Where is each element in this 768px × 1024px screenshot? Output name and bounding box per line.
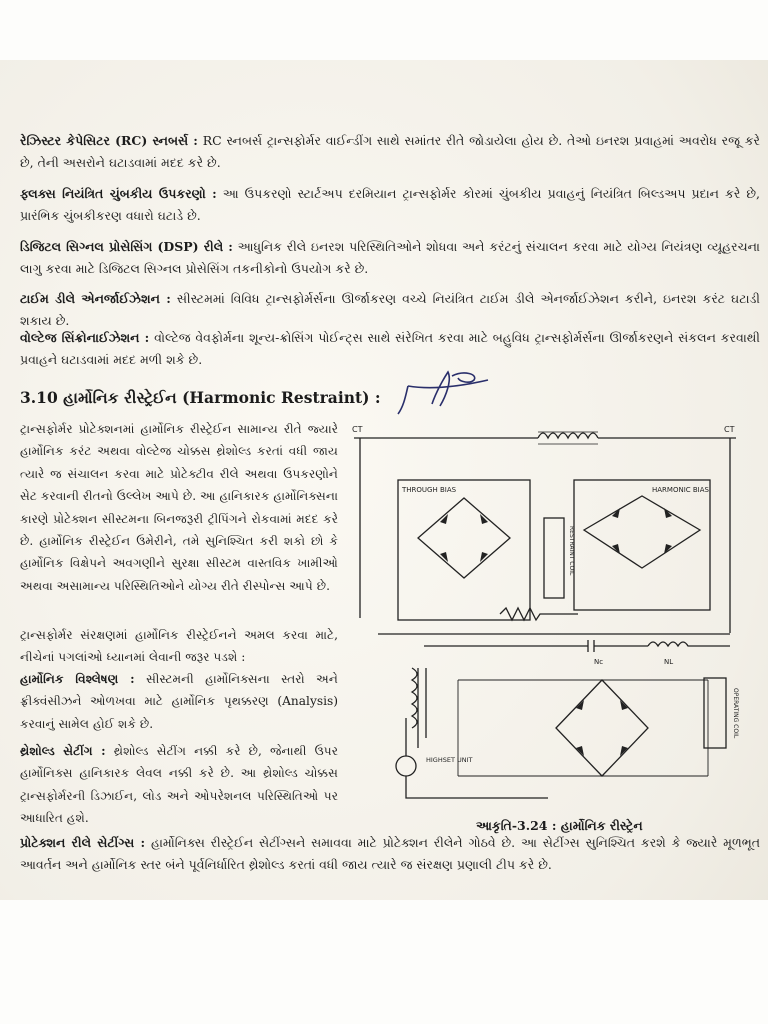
ct-right-label: CT <box>724 425 735 434</box>
body-flux-devices: આ ઉપકરણો સ્ટાર્ટઅપ દરમિયાન ટ્રાન્સફોર્મર કોરમાં ચુંબકીય પ્રવાહનું નિયંત્રિત બિલ્ડઅપ પ્રદાન કરે છે, પ્રારંભિક ચુંબકીકરણ વધારો ઘટાડે છે. <box>20 186 760 223</box>
page-bottom-margin <box>0 900 768 1024</box>
term-analysis: હાર્મોનિક વિશ્લેષણ : <box>20 672 135 686</box>
body-voltage-sync: વોલ્ટેજ વેવફોર્મના શૂન્ય-ક્રોસિંગ પોઈન્ટ્સ સાથે સંરેખિત કરવા માટે બહુવિધ ટ્રાન્સફોર્મર્સના ઊર્જાકરણને સંકલન કરવાથી પ્રવાહને ઘટાડવામાં મદદ મળી શકે છે. <box>20 330 760 367</box>
term-dsp-relays: ડિજિટલ સિગ્નલ પ્રોસેસિંગ (DSP) રીલે : <box>20 239 233 254</box>
nc-label: Nc <box>594 658 604 666</box>
threshold-paragraph <box>20 740 338 830</box>
analysis-paragraph <box>20 668 338 735</box>
paragraph-time-delay <box>20 288 760 332</box>
through-bias-label: THROUGH BIAS <box>402 486 457 494</box>
body-time-delay: સીસ્ટમમાં વિવિધ ટ્રાન્સફોર્મર્સના ઊર્જાકરણ વચ્ચે નિયંત્રિત ટાઈમ ડીલે એનર્જાઈઝેશન કરીને, ઇનરશ કરંટ ઘટાડી શકાય છે. <box>20 291 760 328</box>
harmonic-bias-label: HARMONIC BIAS <box>652 486 709 494</box>
harmonic-restraint-circuit-diagram <box>348 418 743 813</box>
term-time-delay: ટાઈમ ડીલે એનર્જાઈઝેશન : <box>20 291 171 306</box>
figure-caption: આકૃતિ-3.24 : હાર્મોનિક રીસ્ટ્રેન <box>476 818 643 833</box>
paragraph-rc-snubbers <box>20 130 760 174</box>
restraint-coil-label: RESTRAINT COIL <box>568 526 575 576</box>
term-voltage-sync: વોલ્ટેજ સિંક્રોનાઈઝેશન : <box>20 330 150 345</box>
body-dsp-relays: આધુનિક રીલે ઇનરશ પરિસ્થિતિઓને શોધવા અને કરંટનું સંચાલન કરવા માટે યોગ્ય નિયંત્રણ વ્યૂહરચના લાગુ કરવા માટે ડિજિટલ સિગ્નલ પ્રોસેસિંગ તકનીકોનો ઉપયોગ કરે છે. <box>20 239 760 276</box>
term-relay-settings: પ્રોટેક્શન રીલે સેટીંગ્સ : <box>20 835 146 850</box>
nl-label: NL <box>664 658 674 666</box>
page-top-margin <box>0 0 768 60</box>
highset-unit-label: HIGHSET UNIT <box>426 756 473 764</box>
relay-settings-paragraph <box>20 832 760 876</box>
intro-paragraph: ટ્રાન્સફોર્મર પ્રોટેક્શનમાં હાર્મોનિક રીસ્ટ્રેઈન સામાન્ય રીતે જ્યારે હાર્મોનિક કરંટ અથવા વોલ્ટેજ ચોક્કસ થ્રેશોલ્ડ કરતાં વધી જાય ત્યારે જ સંચાલન કરવા માટે પ્રોટેક્ટીવ રીલે અથવા ઉપકરણોને સેટ કરવાની રીતનો ઉલ્લેખ આપે છે. આ હાનિકારક હાર્મોનિક્સના કારણે પ્રોટેક્શન સીસ્ટમના બિનજરૂરી ટ્રીપિંગને રોકવામાં મદદ કરે છે. હાર્મોનિક રીસ્ટ્રેઈન ઉમેરીને, તમે સુનિશ્ચિત કરી શકો છો કે હાર્મોનિક વિક્ષેપને અવગણીને સુરક્ષા સીસ્ટમ વાસ્તવિક ખામીઓ અથવા અસામાન્ય પરિસ્થિતિઓને યોગ્ય રીતે રીસ્પોન્સ આપે છે. <box>20 422 338 593</box>
body-analysis: સીસ્ટમની હાર્મોનિક્સના સ્તરો અને ફ્રીક્વંસીઝને ઓળખવા માટે હાર્મોનિક પૃથક્કરણ (Analysis) કરવાનું સામેલ હોઈ શકે છે. <box>20 672 338 731</box>
ct-left-label: CT <box>352 425 363 434</box>
paragraph-voltage-sync <box>20 327 760 371</box>
body-threshold: થ્રેશોલ્ડ સેટીંગ નક્કી કરે છે, જેનાથી ઉપર હાર્મોનિક્સ હાનિકારક લેવલ નક્કી કરે છે. આ થ્રેશોલ્ડ ચોક્કસ ટ્રાન્સફોર્મરની ડિઝાઈન, લોડ અને ઓપરેશનલ પરિસ્થિતિઓ પર આધારિત હશે. <box>20 744 338 826</box>
body-rc-snubbers: RC સ્નબર્સ ટ્રાન્સફોર્મર વાઈન્ડીંગ સાથે સમાંતર રીતે જોડાયેલા હોય છે. તેઓ ઇનરશ પ્રવાહમાં અવરોધ રજૂ કરે છે, તેની અસરોને ઘટાડવામાં મદદ કરે છે. <box>20 133 760 170</box>
term-flux-devices: ફ્લક્સ નિયંત્રિત ચુંબકીય ઉપકરણો : <box>20 186 217 201</box>
paragraph-flux-devices <box>20 183 760 227</box>
steps-intro-paragraph: ટ્રાન્સફોર્મર સંરક્ષણમાં હાર્મોનિક રીસ્ટ્રેઈનને અમલ કરવા માટે, નીચેનાં પગલાંઓ ધ્યાનમાં લેવાની જરૂર પડશે : <box>20 628 338 665</box>
paragraph-dsp-relays <box>20 236 760 280</box>
handwritten-mark <box>392 366 502 418</box>
section-heading: 3.10 હાર્મોનિક રીસ્ટ્રેઈન (Harmonic Restraint) : <box>20 388 381 407</box>
body-relay-settings: હાર્મોનિક્સ રીસ્ટ્રેઈન સેટીંગ્સને સમાવવા માટે પ્રોટેક્શન રીલેને ગોઠવે છે. આ સેટીંગ્સ સુનિશ્ચિત કરશે કે જ્યારે મૂળભૂત આવર્તન અને હાર્મોનિક સ્તર બંને પૂર્વનિર્ધારિત થ્રેશોલ્ડ કરતાં વધી જાય ત્યારે જ સંરક્ષણ પ્રણાલી ટીપ કરે છે. <box>20 835 760 872</box>
term-threshold: થ્રેશોલ્ડ સેટીંગ : <box>20 744 106 758</box>
operating-coil-label: OPERATING COIL <box>732 688 739 739</box>
term-rc-snubbers: રેઝિસ્ટર કેપેસિટર (RC) સ્નબર્સ : <box>20 133 198 148</box>
